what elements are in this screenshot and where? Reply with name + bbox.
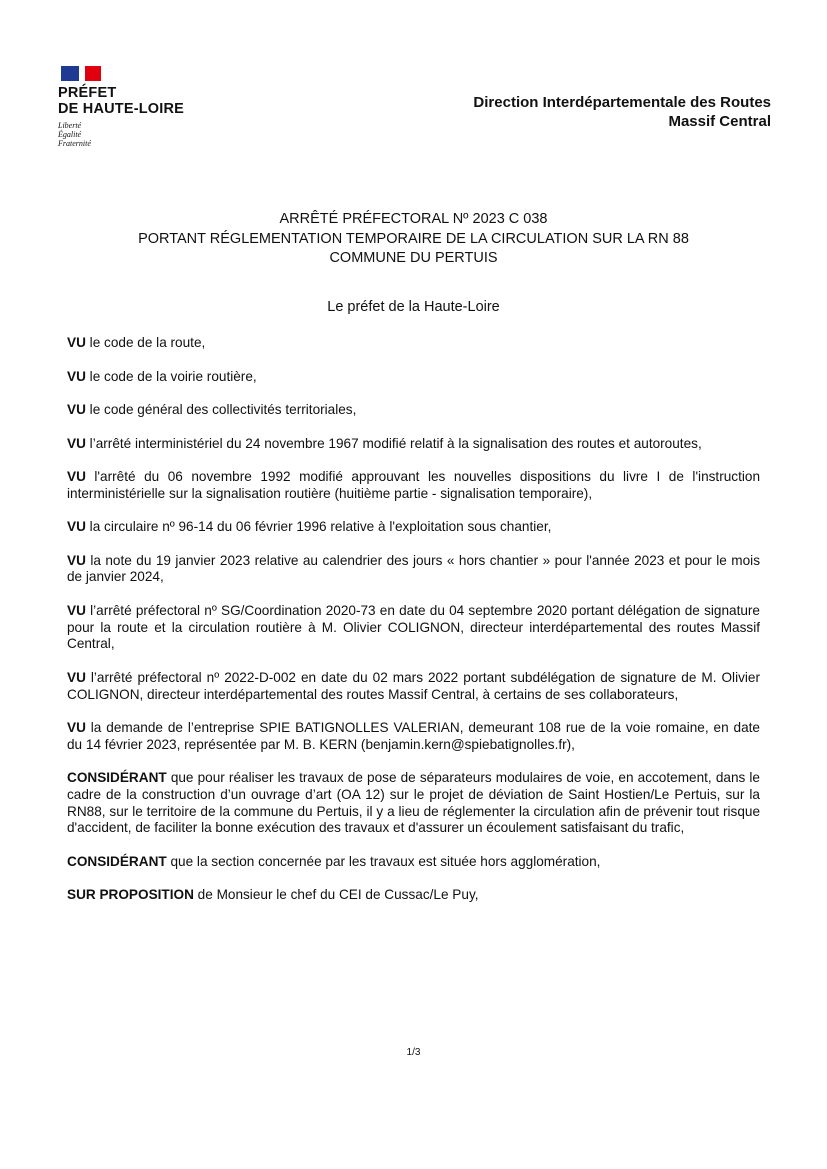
- title-line3: COMMUNE DU PERTUIS: [329, 250, 498, 266]
- document-title: [0, 210, 827, 269]
- paragraph: [67, 887, 760, 904]
- paragraph: [67, 720, 760, 753]
- prefet-heading: Le préfet de la Haute-Loire: [327, 299, 500, 315]
- paragraph-lead: VU: [67, 602, 86, 618]
- paragraph: [67, 770, 760, 837]
- paragraph-lead: CONSIDÉRANT: [67, 853, 167, 869]
- paragraph: [67, 519, 760, 536]
- paragraph-text: l’arrêté interministériel du 24 novembre 1967 modifié relatif à la signalisation des routes et autoroutes,: [85, 435, 702, 451]
- direction-line2: Massif Central: [668, 113, 771, 130]
- paragraph-text: la demande de l’entreprise SPIE BATIGNOLLES VALERIAN, demeurant 108 rue de la voie romaine, en date du 14 février 2023, représentée par M. B. KERN (benjamin.kern@spiebatignolles.fr),: [67, 720, 760, 752]
- marianne-flag-icon: [61, 66, 101, 81]
- direction-line1: Direction Interdépartementale des Routes: [473, 94, 771, 111]
- paragraph: [67, 369, 760, 386]
- paragraph-text: la note du 19 janvier 2023 relative au calendrier des jours « hors chantier » pour l'année 2023 et pour le mois de janvier 2024,: [67, 552, 760, 585]
- issuing-direction: [473, 93, 771, 131]
- paragraph-text: l’arrêté préfectoral nº SG/Coordination 2020-73 en date du 04 septembre 2020 portant délégation de signature pour la route et la circulation routière à M. Olivier COLIGNON, directeur interdépartemental des routes Massif Central,: [67, 602, 760, 652]
- title-line2: PORTANT RÉGLEMENTATION TEMPORAIRE DE LA CIRCULATION SUR LA RN 88: [138, 230, 689, 247]
- paragraph-lead: VU: [67, 552, 86, 568]
- logo-line2: DE HAUTE-LOIRE: [58, 101, 185, 117]
- paragraph: [67, 553, 760, 586]
- paragraph-text: de Monsieur le chef du CEI de Cussac/Le Puy,: [193, 887, 479, 903]
- paragraph-lead: VU: [67, 469, 86, 484]
- paragraph: [67, 335, 760, 352]
- motto-liberte: Liberté: [58, 121, 82, 130]
- paragraph-lead: VU: [67, 402, 86, 417]
- paragraph-text: l'arrêté du 06 novembre 1992 modifié approuvant les nouvelles dispositions du livre I de l'instruction interministérielle sur la signalisation routière (huitième partie - signalisation temporaire),: [67, 469, 760, 501]
- paragraph-text: la circulaire nº 96-14 du 06 février 1996 relative à l'exploitation sous chantier,: [85, 519, 552, 535]
- paragraph-lead: CONSIDÉRANT: [67, 770, 167, 786]
- title-line1: ARRÊTÉ PRÉFECTORAL Nº 2023 C 038: [279, 211, 548, 227]
- motto-egalite: Égalité: [58, 130, 82, 139]
- paragraph-lead: SUR PROPOSITION: [67, 887, 194, 903]
- paragraph-lead: VU: [67, 435, 86, 451]
- paragraph: [67, 402, 760, 419]
- document-body: [67, 335, 760, 921]
- paragraph-lead: VU: [67, 335, 86, 350]
- paragraph-text: le code de la voirie routière,: [85, 368, 257, 384]
- paragraph-text: que pour réaliser les travaux de pose de séparateurs modulaires de voie, en accotement, dans le cadre de la construction d’un ouvrage d’art (OA 12) sur le projet de déviation de Saint Hostien/Le Pertuis, sur la RN88, sur le territoire de la commune du Pertuis, il y a lieu de réglementer la circulation afin de prévenir tout risque d'accident, de faciliter la bonne exécution des travaux et d'assurer un écoulement satisfaisant du trafic,: [67, 770, 760, 836]
- paragraph: [67, 469, 760, 502]
- paragraph: [67, 670, 760, 703]
- paragraph-lead: VU: [67, 368, 86, 384]
- logo-line1: PRÉFET: [58, 85, 117, 101]
- prefecture-logo: [58, 66, 208, 148]
- paragraph-text: l’arrêté préfectoral nº 2022-D-002 en date du 02 mars 2022 portant subdélégation de signature de M. Olivier COLIGNON, directeur interdépartemental des routes Massif Central, à certains de ses collaborateurs,: [67, 669, 760, 702]
- logo-motto: [58, 121, 208, 148]
- motto-fraternite: Fraternité: [58, 139, 91, 148]
- paragraph-text: que la section concernée par les travaux est située hors agglomération,: [166, 853, 601, 869]
- paragraph: [67, 854, 760, 871]
- paragraph: [67, 436, 760, 453]
- paragraph-lead: VU: [67, 519, 86, 535]
- paragraph-text: le code général des collectivités territoriales,: [85, 402, 357, 417]
- page-number: 1/3: [406, 1047, 421, 1058]
- paragraph-text: le code de la route,: [85, 335, 206, 350]
- paragraph: [67, 603, 760, 653]
- paragraph-lead: VU: [67, 669, 86, 685]
- paragraph-lead: VU: [67, 720, 86, 736]
